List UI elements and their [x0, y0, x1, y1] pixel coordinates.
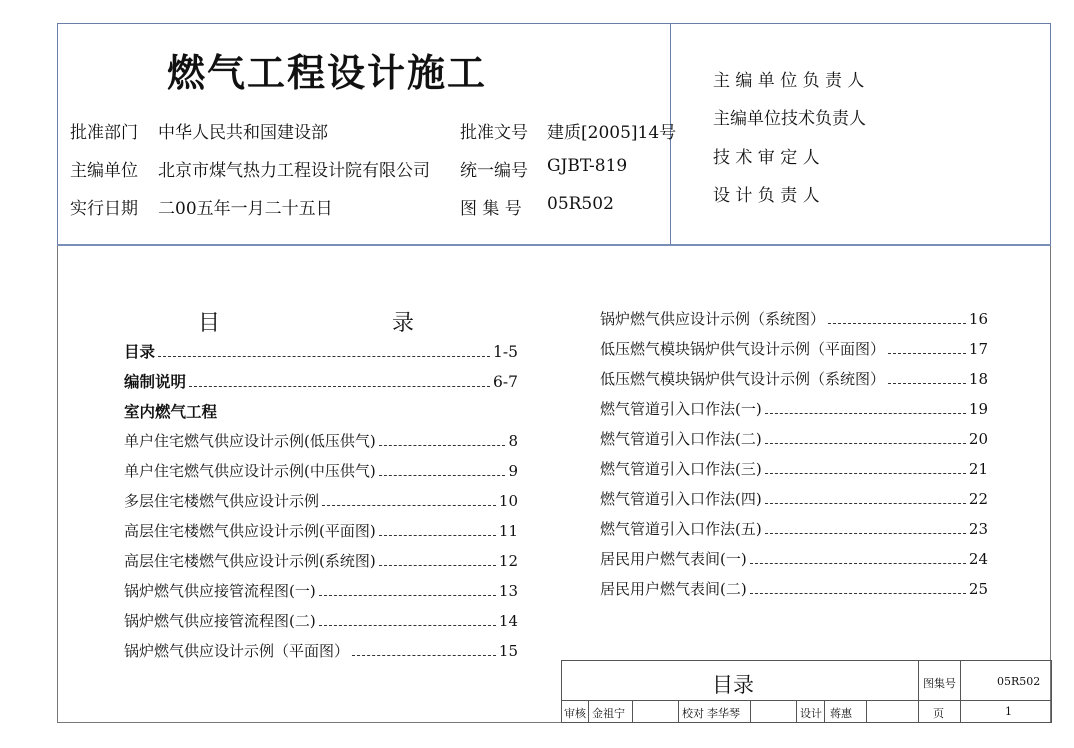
- editor-unit: 北京市煤气热力工程设计院有限公司: [158, 161, 430, 181]
- toc-entry-page: 16: [968, 310, 988, 328]
- atlas-no: 05R502: [547, 194, 614, 214]
- title-block-rule: [562, 700, 1051, 701]
- toc-entry-page: 8: [508, 432, 518, 450]
- toc-leader: [828, 323, 966, 324]
- toc-entry[interactable]: [124, 520, 518, 541]
- toc-entry[interactable]: [124, 640, 518, 661]
- toc-entry[interactable]: [124, 610, 518, 631]
- toc-leader: [379, 445, 506, 446]
- title-block-rule: [588, 700, 589, 722]
- designer-name: 蒋惠: [830, 707, 852, 720]
- toc-entry-page: 13: [498, 582, 518, 600]
- check-label: 校对: [682, 707, 704, 720]
- toc-leader: [765, 443, 966, 444]
- resp-tech-chief: 主编单位技术负责人: [713, 109, 866, 129]
- approve-doc: 建质[2005]14号: [547, 123, 677, 143]
- toc-leader: [765, 413, 966, 414]
- toc-entry-page: 22: [968, 490, 988, 508]
- toc-entry[interactable]: [124, 370, 518, 392]
- toc-leader: [158, 356, 490, 357]
- header-divider: [57, 244, 1051, 246]
- toc-entry-text: 低压燃气模块锅炉供气设计示例（系统图）: [600, 370, 886, 388]
- toc-entry-text: 高层住宅楼燃气供应设计示例(平面图): [124, 522, 376, 540]
- toc-entry[interactable]: [124, 430, 518, 451]
- title-block-rule: [918, 661, 919, 722]
- toc-leader: [189, 386, 490, 387]
- toc-entry-page: 14: [498, 612, 518, 630]
- toc-entry[interactable]: [600, 428, 988, 449]
- effective-date: 二00五年一月二十五日: [158, 199, 333, 219]
- toc-leader: [352, 655, 496, 656]
- checker-name: 李华琴: [707, 707, 740, 720]
- toc-entry-text: 居民用户燃气表间(一): [600, 550, 747, 568]
- toc-entry-text: 锅炉燃气供应设计示例（平面图）: [124, 642, 350, 660]
- toc-entry[interactable]: [600, 338, 988, 359]
- page-number: 1: [1005, 705, 1012, 718]
- toc-leader: [379, 565, 496, 566]
- toc-section-text: 室内燃气工程: [124, 403, 218, 421]
- title-block-atlas-label: 图集号: [923, 677, 956, 690]
- effective-date-label: 实行日期: [70, 199, 138, 219]
- toc-entry-page: 21: [968, 460, 988, 478]
- toc-entry-text: 单户住宅燃气供应设计示例(低压供气): [124, 432, 376, 450]
- review-label: 审核: [564, 707, 586, 720]
- resp-chief-unit: 主 编 单 位 负 责 人: [713, 71, 865, 91]
- uniform-no: GJBT-819: [547, 156, 628, 176]
- toc-entry-page: 25: [968, 580, 988, 598]
- toc-entry-page: 11: [498, 522, 518, 540]
- atlas-no-label: 图 集 号: [460, 199, 522, 219]
- approve-dept: 中华人民共和国建设部: [158, 123, 328, 143]
- toc-entry[interactable]: [124, 550, 518, 571]
- toc-entry[interactable]: [600, 458, 988, 479]
- toc-entry-text: 燃气管道引入口作法(五): [600, 520, 762, 538]
- toc-entry-page: 12: [498, 552, 518, 570]
- toc-entry[interactable]: [124, 460, 518, 481]
- toc-leader: [888, 353, 966, 354]
- toc-entry-page: 19: [968, 400, 988, 418]
- toc-entry-text: 燃气管道引入口作法(三): [600, 460, 762, 478]
- toc-entry-text: 编制说明: [124, 373, 187, 391]
- title-block-rule: [632, 700, 633, 722]
- toc-entry-text: 燃气管道引入口作法(一): [600, 400, 762, 418]
- toc-entry-page: 24: [968, 550, 988, 568]
- toc-leader: [888, 383, 966, 384]
- title-block: [561, 660, 1052, 723]
- toc-entry-text: 锅炉燃气供应接管流程图(二): [124, 612, 316, 630]
- toc-title-left: 目: [198, 311, 221, 336]
- approve-doc-label: 批准文号: [460, 123, 528, 143]
- toc-entry-page: 6-7: [493, 373, 518, 391]
- toc-entry[interactable]: [124, 340, 518, 362]
- toc-leader: [765, 473, 966, 474]
- resp-design: 设 计 负 责 人: [713, 186, 820, 206]
- title-block-rule: [678, 700, 679, 722]
- toc-section-heading: [124, 400, 217, 422]
- toc-entry[interactable]: [124, 580, 518, 601]
- toc-entry[interactable]: [600, 398, 988, 419]
- toc-entry-text: 低压燃气模块锅炉供气设计示例（平面图）: [600, 340, 886, 358]
- toc-leader: [322, 505, 496, 506]
- toc-entry-text: 多层住宅楼燃气供应设计示例: [124, 492, 320, 510]
- toc-leader: [319, 595, 496, 596]
- title-block-rule: [750, 700, 751, 722]
- toc-leader: [750, 563, 966, 564]
- editor-unit-label: 主编单位: [70, 161, 138, 181]
- toc-entry-text: 居民用户燃气表间(二): [600, 580, 747, 598]
- toc-entry[interactable]: [600, 578, 988, 599]
- resp-tech-review: 技 术 审 定 人: [713, 148, 820, 168]
- toc-leader: [379, 475, 506, 476]
- title-block-name: 目录: [712, 673, 754, 697]
- responsibility-box: [671, 23, 1051, 245]
- toc-entry[interactable]: [600, 368, 988, 389]
- page-label: 页: [933, 707, 944, 720]
- toc-entry-page: 23: [968, 520, 988, 538]
- toc-entry[interactable]: [600, 488, 988, 509]
- toc-entry-page: 10: [498, 492, 518, 510]
- design-label: 设计: [800, 707, 822, 720]
- title-block-rule: [824, 700, 825, 722]
- toc-leader: [750, 593, 966, 594]
- reviewer-name: 金祖宁: [592, 707, 625, 720]
- title-block-atlas-no: 05R502: [997, 675, 1041, 688]
- approve-dept-label: 批准部门: [70, 123, 138, 143]
- toc-entry-page: 15: [498, 642, 518, 660]
- toc-leader: [765, 503, 966, 504]
- toc-entry-page: 9: [508, 462, 518, 480]
- toc-entry-text: 目录: [124, 343, 156, 361]
- uniform-no-label: 统一编号: [460, 161, 528, 181]
- title-block-rule: [796, 700, 797, 722]
- title-block-rule: [960, 661, 961, 722]
- toc-entry-text: 锅炉燃气供应接管流程图(一): [124, 582, 316, 600]
- toc-entry-text: 高层住宅楼燃气供应设计示例(系统图): [124, 552, 376, 570]
- document-title: 燃气工程设计施工: [166, 51, 487, 95]
- toc-entry-text: 燃气管道引入口作法(四): [600, 490, 762, 508]
- toc-entry-text: 燃气管道引入口作法(二): [600, 430, 762, 448]
- title-block-rule: [866, 700, 867, 722]
- toc-entry-page: 18: [968, 370, 988, 388]
- toc-entry[interactable]: [124, 490, 518, 511]
- toc-leader: [379, 535, 496, 536]
- toc-leader: [319, 625, 496, 626]
- toc-leader: [765, 533, 966, 534]
- toc-entry-text: 单户住宅燃气供应设计示例(中压供气): [124, 462, 376, 480]
- toc-entry[interactable]: [600, 548, 988, 569]
- toc-entry-page: 1-5: [493, 343, 518, 361]
- toc-title-right: 录: [392, 311, 415, 336]
- toc-entry-text: 锅炉燃气供应设计示例（系统图）: [600, 310, 826, 328]
- toc-entry-page: 17: [968, 340, 988, 358]
- toc-entry[interactable]: [600, 518, 988, 539]
- toc-entry[interactable]: [600, 308, 988, 329]
- toc-entry-page: 20: [968, 430, 988, 448]
